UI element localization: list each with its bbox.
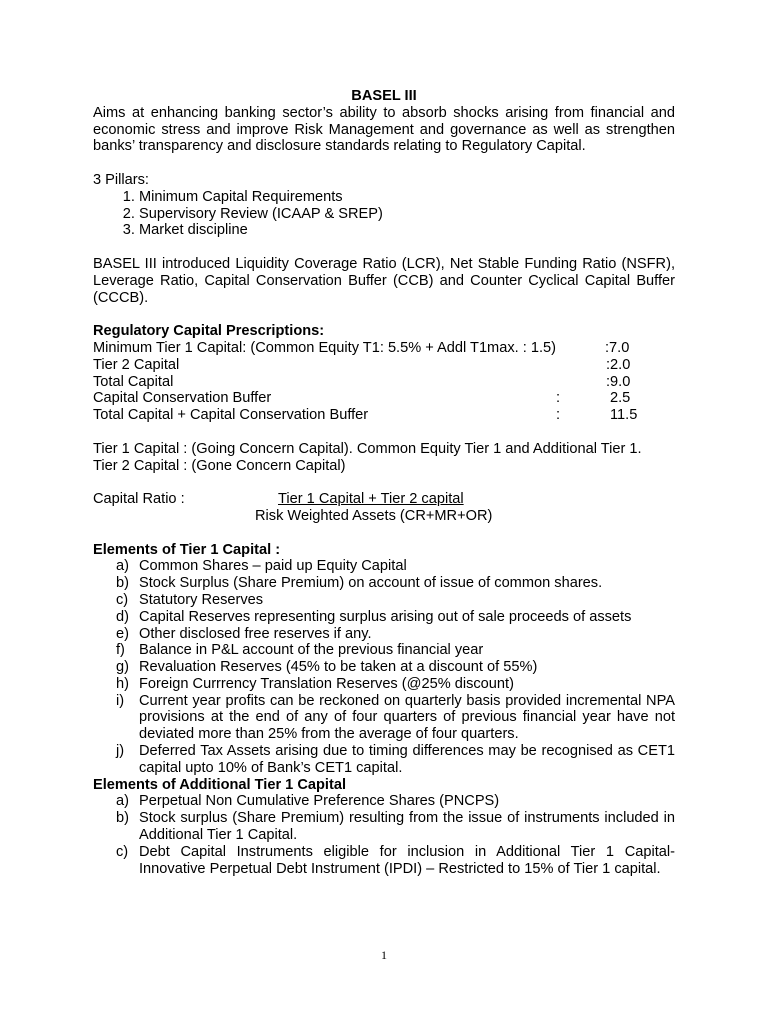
list-text: Revaluation Reserves (45% to be taken at a discount of 55%) bbox=[139, 659, 538, 676]
prescription-label: Capital Conservation Buffer bbox=[93, 390, 272, 407]
prescription-label: Total Capital + Capital Conservation Buffer bbox=[93, 407, 369, 424]
list-marker: c) bbox=[116, 843, 129, 860]
list-text: Common Shares – paid up Equity Capital bbox=[139, 558, 407, 575]
prescription-value: 11.5 bbox=[610, 407, 638, 424]
list-text: Foreign Currrency Translation Reserves (@25% discount) bbox=[139, 675, 514, 692]
prescription-colon: : bbox=[556, 407, 561, 424]
list-item: 2. Supervisory Review (ICAAP & SREP) bbox=[139, 206, 675, 223]
capital-ratio-formula bbox=[93, 491, 675, 525]
list-text: Stock Surplus (Share Premium) on account of issue of common shares. bbox=[139, 575, 603, 592]
tier1-elements-list bbox=[93, 558, 675, 776]
list-marker: g) bbox=[116, 659, 129, 676]
list-marker: d) bbox=[116, 608, 129, 625]
pillars-list bbox=[93, 189, 675, 239]
list-marker: b) bbox=[116, 575, 129, 592]
list-marker: e) bbox=[116, 625, 129, 642]
prescription-value: :2.0 bbox=[606, 356, 631, 373]
list-text: Current year profits can be reckoned on quarterly basis provided incremental NPA provisions at the end of any of four quarters of previous financial year have not deviated more than 25% from the average of four quarters. bbox=[139, 692, 675, 743]
prescription-label: Total Capital bbox=[93, 373, 174, 390]
list-marker: b) bbox=[116, 810, 129, 827]
pillars-heading: 3 Pillars: bbox=[93, 171, 149, 188]
tier1-elements-heading: Elements of Tier 1 Capital : bbox=[93, 541, 281, 558]
list-marker: i) bbox=[116, 692, 125, 709]
list-text: Statutory Reserves bbox=[139, 591, 264, 608]
list-text: Capital Reserves representing surplus arising out of sale proceeds of assets bbox=[139, 608, 632, 625]
intro-paragraph: Aims at enhancing banking sector’s ability to absorb shocks arising from financial and economic stress and improve Risk Management and governance as well as strengthen banks’ transparency and disclosure standards relating to Regulatory Capital. bbox=[93, 104, 675, 155]
prescription-colon: : bbox=[556, 390, 561, 407]
at1-elements-list bbox=[93, 793, 675, 877]
list-item bbox=[93, 743, 675, 777]
tier1-definition: Tier 1 Capital : (Going Concern Capital). Common Equity Tier 1 and Additional Tier 1. bbox=[93, 440, 642, 457]
prescription-row bbox=[93, 407, 675, 424]
list-marker: j) bbox=[116, 743, 125, 760]
list-item bbox=[93, 810, 675, 844]
prescription-value: :9.0 bbox=[606, 373, 631, 390]
list-item bbox=[93, 844, 675, 878]
list-text: Perpetual Non Cumulative Preference Shares (PNCPS) bbox=[139, 793, 500, 810]
list-text: Balance in P&L account of the previous financial year bbox=[139, 642, 484, 659]
list-item bbox=[93, 626, 675, 643]
list-marker: a) bbox=[116, 558, 129, 575]
document-page bbox=[93, 88, 675, 877]
list-item: 3. Market discipline bbox=[139, 222, 675, 239]
list-marker: f) bbox=[116, 642, 125, 659]
page-number: 1 bbox=[381, 948, 387, 962]
list-item bbox=[93, 558, 675, 575]
list-item: 1. Minimum Capital Requirements bbox=[139, 189, 675, 206]
list-item bbox=[93, 592, 675, 609]
document-title: BASEL III bbox=[351, 88, 417, 104]
list-item bbox=[93, 659, 675, 676]
list-item bbox=[93, 676, 675, 693]
prescription-row bbox=[93, 340, 675, 357]
prescription-row bbox=[93, 374, 675, 391]
list-item bbox=[93, 609, 675, 626]
prescription-value: 2.5 bbox=[610, 390, 631, 407]
tier2-definition: Tier 2 Capital : (Gone Concern Capital) bbox=[93, 457, 346, 474]
capital-ratio-denominator: Risk Weighted Assets (CR+MR+OR) bbox=[255, 507, 493, 524]
list-marker: c) bbox=[116, 591, 129, 608]
prescription-value: :7.0 bbox=[605, 339, 630, 356]
prescription-row bbox=[93, 357, 675, 374]
prescription-label: Tier 2 Capital bbox=[93, 356, 180, 373]
prescription-label: Minimum Tier 1 Capital: (Common Equity T1: 5.5% + Addl T1max. : 1.5) bbox=[93, 339, 556, 356]
capital-ratio-numerator: Tier 1 Capital + Tier 2 capital bbox=[278, 491, 464, 508]
list-text: Debt Capital Instruments eligible for inclusion in Additional Tier 1 Capital- Innovative Perpetual Debt Instrument (IPDI) – Restricted to 15% of Tier 1 capital. bbox=[139, 843, 675, 877]
at1-elements-heading: Elements of Additional Tier 1 Capital bbox=[93, 776, 347, 793]
capital-ratio-label: Capital Ratio : bbox=[93, 491, 185, 508]
list-item bbox=[93, 642, 675, 659]
list-item bbox=[93, 693, 675, 743]
list-text: Other disclosed free reserves if any. bbox=[139, 625, 372, 642]
list-text: Stock surplus (Share Premium) resulting from the issue of instruments included in Additional Tier 1 Capital. bbox=[139, 810, 675, 844]
list-item bbox=[93, 793, 675, 810]
list-marker: h) bbox=[116, 675, 129, 692]
list-text: Deferred Tax Assets arising due to timing differences may be recognised as CET1 capital upto 10% of Bank’s CET1 capital. bbox=[139, 743, 675, 776]
list-marker: a) bbox=[116, 793, 129, 810]
introduced-paragraph: BASEL III introduced Liquidity Coverage Ratio (LCR), Net Stable Funding Ratio (NSFR), Leverage Ratio, Capital Conservation Buffer (CCB) and Counter Cyclical Capital Buffer (CCCB). bbox=[93, 255, 675, 306]
prescription-row bbox=[93, 390, 675, 407]
prescriptions-heading: Regulatory Capital Prescriptions: bbox=[93, 323, 325, 340]
list-item bbox=[93, 575, 675, 592]
